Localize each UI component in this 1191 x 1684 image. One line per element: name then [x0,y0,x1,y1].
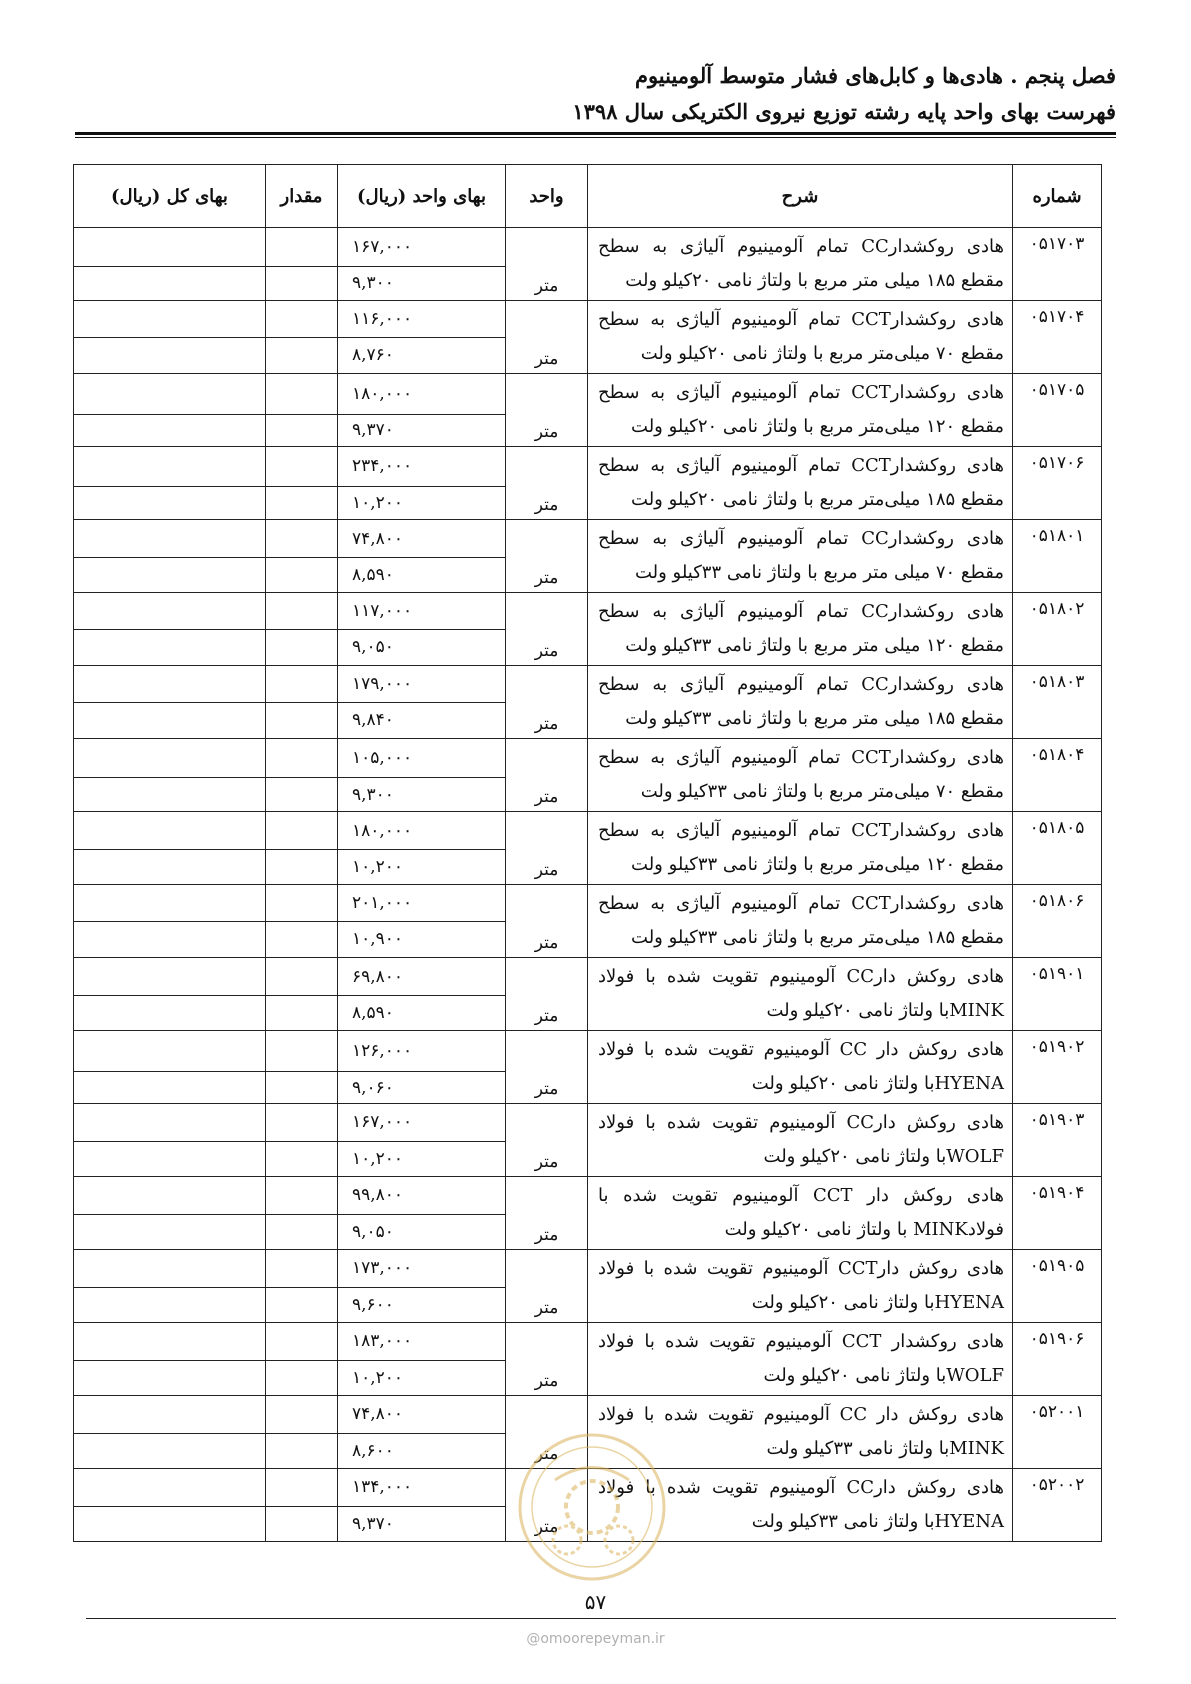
item-description [588,301,1013,374]
table-row [74,1104,1102,1142]
total-price-cell [74,778,266,812]
item-description-line2: مقطع ۷۰ میلی‌متر مربع با ولتاژ نامی ۳۳کیلو ولت [640,781,1004,802]
quantity-cell [266,337,338,374]
item-code: ۰۵۱۹۰۳ [1013,1104,1102,1177]
column-header-total-price: بهای کل (ریال) [74,165,266,228]
table-row [74,1323,1102,1361]
website-watermark: @omoorepeyman.ir [526,1631,665,1647]
total-price-cell [74,1469,266,1507]
item-description-line1: هادی روکش دارCCT آلومینیوم تقویت شده با فولاد [598,1258,1005,1279]
quantity-cell [266,666,338,703]
quantity-cell [266,812,338,850]
total-price-cell [74,666,266,703]
item-description-line2: مقطع ۱۸۵ میلی‌متر مربع با ولتاژ نامی ۳۳کیلو ولت [631,927,1004,948]
item-description-line2: مقطع ۱۲۰ میلی‌متر مربع با ولتاژ نامی ۲۰کیلو ولت [631,416,1004,437]
page-number: ۵۷ [584,1590,607,1614]
item-description-line2: مقطع ۱۸۵ میلی‌متر مربع با ولتاژ نامی ۲۰کیلو ولت [631,489,1004,510]
quantity-cell [266,850,338,885]
table-row [74,666,1102,703]
total-price-cell [74,1031,266,1072]
table-row [74,374,1102,415]
item-description-line2: مقطع ۱۲۰ میلی متر مربع با ولتاژ نامی ۳۳کیلو ولت [625,635,1004,656]
item-description-line2: فولادMINK با ولتاژ نامی ۲۰کیلو ولت [724,1219,1004,1240]
item-code: ۰۵۱۷۰۵ [1013,374,1102,447]
item-code: ۰۵۱۸۰۵ [1013,812,1102,885]
quantity-cell [266,1469,338,1507]
total-price-cell [74,447,266,487]
item-description [588,1250,1013,1323]
quantity-cell [266,1141,338,1176]
item-description [588,1323,1013,1396]
unit-price-cell: ۹,۳۰۰ [338,778,506,812]
total-price-cell [74,1141,266,1176]
item-description-line1: هادی روکشدارCCT تمام آلومینیوم آلیاژی به سطح [598,309,1004,330]
total-price-cell [74,1396,266,1434]
table-row [74,1396,1102,1434]
header-rule-thick [75,132,1116,135]
quantity-cell [266,1287,338,1322]
item-description-line1: هادی روکشدارCC تمام آلومینیوم آلیاژی به سطح [598,601,1004,622]
table-row [74,447,1102,487]
item-description-line2: مقطع ۷۰ میلی‌متر مربع با ولتاژ نامی ۲۰کیلو ولت [640,343,1004,364]
item-description [588,1177,1013,1250]
item-unit: متر [506,447,588,520]
item-description [588,1104,1013,1177]
unit-price-cell: ۸,۷۶۰ [338,337,506,374]
item-description-line1: هادی روکشدار CCT آلومینیوم تقویت شده با فولاد [598,1331,1004,1352]
unit-price-cell: ۱۲۶,۰۰۰ [338,1031,506,1072]
item-description-line1: هادی روکشدارCCT تمام آلومینیوم آلیاژی به سطح [598,893,1004,914]
unit-price-cell: ۱۱۷,۰۰۰ [338,593,506,630]
column-header-description: شرح [588,165,1013,228]
item-unit: متر [506,1396,588,1469]
quantity-cell [266,629,338,666]
total-price-cell [74,414,266,446]
quantity-cell [266,374,338,415]
quantity-cell [266,593,338,630]
item-code: ۰۵۱۸۰۱ [1013,520,1102,593]
total-price-cell [74,301,266,338]
item-description [588,1469,1013,1542]
item-description-line2: MINKبا ولتاژ نامی ۳۳کیلو ولت [766,1438,1004,1459]
item-code: ۰۵۱۹۰۱ [1013,958,1102,1031]
unit-price-cell: ۱۰۵,۰۰۰ [338,739,506,778]
item-description [588,1396,1013,1469]
table-row [74,1031,1102,1072]
unit-price-cell: ۱۷۳,۰۰۰ [338,1250,506,1288]
item-description-line1: هادی روکش دار CC آلومینیوم تقویت شده با فولاد [598,1039,1004,1060]
total-price-cell [74,1072,266,1104]
item-code: ۰۵۱۹۰۵ [1013,1250,1102,1323]
quantity-cell [266,1177,338,1215]
total-price-cell [74,885,266,922]
item-description-line1: هادی روکش دارCC آلومینیوم تقویت شده با فولاد [598,1477,1004,1498]
item-description-line2: WOLFبا ولتاژ نامی ۲۰کیلو ولت [763,1146,1004,1167]
column-header-unit: واحد [506,165,588,228]
item-code: ۰۵۱۹۰۶ [1013,1323,1102,1396]
total-price-cell [74,996,266,1031]
quantity-cell [266,447,338,487]
header-rule-thin [75,137,1116,138]
table-header-row [74,165,1102,228]
item-unit: متر [506,739,588,812]
item-unit: متر [506,958,588,1031]
quantity-cell [266,996,338,1031]
item-description-line2: مقطع ۷۰ میلی متر مربع با ولتاژ نامی ۳۳کیلو ولت [634,562,1004,583]
item-description-line1: هادی روکش دار CCT آلومینیوم تقویت شده با [598,1185,1004,1206]
item-description [588,228,1013,301]
table-row [74,1177,1102,1215]
total-price-cell [74,593,266,630]
item-unit: متر [506,1250,588,1323]
total-price-cell [74,266,266,300]
item-description-line2: مقطع ۱۸۵ میلی متر مربع با ولتاژ نامی ۳۳کیلو ولت [625,708,1004,729]
table-body [74,228,1102,1542]
table-row [74,958,1102,996]
total-price-cell [74,1287,266,1322]
total-price-cell [74,1104,266,1142]
item-description-line1: هادی روکش دارCC آلومینیوم تقویت شده با فولاد [598,966,1004,987]
item-unit: متر [506,593,588,666]
quantity-cell [266,1072,338,1104]
quantity-cell [266,301,338,338]
item-description-line2: HYENAبا ولتاژ نامی ۳۳کیلو ولت [751,1511,1004,1532]
item-unit: متر [506,812,588,885]
table-row [74,739,1102,778]
quantity-cell [266,958,338,996]
item-code: ۰۵۱۹۰۲ [1013,1031,1102,1104]
item-description [588,739,1013,812]
item-unit: متر [506,228,588,301]
unit-price-cell: ۶۹,۸۰۰ [338,958,506,996]
item-description-line1: هادی روکش دارCC آلومینیوم تقویت شده با فولاد [598,1112,1004,1133]
quantity-cell [266,1506,338,1541]
quantity-cell [266,1396,338,1434]
column-header-code: شماره [1013,165,1102,228]
quantity-cell [266,558,338,593]
item-unit: متر [506,1469,588,1542]
item-code: ۰۵۱۸۰۳ [1013,666,1102,739]
unit-price-cell: ۲۰۱,۰۰۰ [338,885,506,922]
column-header-quantity: مقدار [266,165,338,228]
quantity-cell [266,1104,338,1142]
table-row [74,593,1102,630]
item-description-line2: مقطع ۱۸۵ میلی متر مربع با ولتاژ نامی ۲۰کیلو ولت [625,270,1004,291]
unit-price-cell: ۹,۰۶۰ [338,1072,506,1104]
item-code: ۰۵۱۷۰۴ [1013,301,1102,374]
unit-price-cell: ۹,۶۰۰ [338,1287,506,1322]
unit-price-cell: ۱۶۷,۰۰۰ [338,228,506,267]
item-unit: متر [506,374,588,447]
page-header [76,58,1116,130]
item-description [588,958,1013,1031]
quantity-cell [266,1360,338,1395]
total-price-cell [74,520,266,558]
total-price-cell [74,1360,266,1395]
unit-price-cell: ۱۳۴,۰۰۰ [338,1469,506,1507]
unit-price-cell: ۸,۵۹۰ [338,558,506,593]
total-price-cell [74,374,266,415]
item-unit: متر [506,1031,588,1104]
item-code: ۰۵۱۸۰۶ [1013,885,1102,958]
quantity-cell [266,228,338,267]
item-unit: متر [506,301,588,374]
unit-price-cell: ۱۷۹,۰۰۰ [338,666,506,703]
total-price-cell [74,921,266,958]
quantity-cell [266,486,338,519]
item-description-line2: HYENAبا ولتاژ نامی ۲۰کیلو ولت [751,1073,1004,1094]
item-unit: متر [506,1177,588,1250]
quantity-cell [266,1250,338,1288]
unit-price-cell: ۱۸۰,۰۰۰ [338,812,506,850]
item-code: ۰۵۲۰۰۲ [1013,1469,1102,1542]
unit-price-cell: ۲۳۴,۰۰۰ [338,447,506,487]
column-header-unit-price: بهای واحد (ریال) [338,165,506,228]
total-price-cell [74,337,266,374]
total-price-cell [74,486,266,519]
quantity-cell [266,739,338,778]
item-unit: متر [506,1104,588,1177]
total-price-cell [74,1177,266,1215]
item-description-line1: هادی روکشدارCCT تمام آلومینیوم آلیاژی به سطح [598,820,1004,841]
quantity-cell [266,1031,338,1072]
quantity-cell [266,520,338,558]
item-description-line1: هادی روکشدارCCT تمام آلومینیوم آلیاژی به سطح [598,747,1004,768]
total-price-cell [74,812,266,850]
quantity-cell [266,921,338,958]
item-code: ۰۵۱۷۰۳ [1013,228,1102,301]
quantity-cell [266,778,338,812]
unit-price-cell: ۹,۳۷۰ [338,414,506,446]
total-price-cell [74,850,266,885]
table-row [74,228,1102,267]
total-price-cell [74,629,266,666]
total-price-cell [74,1323,266,1361]
unit-price-cell: ۸,۶۰۰ [338,1433,506,1468]
unit-price-cell: ۹۹,۸۰۰ [338,1177,506,1215]
item-code: ۰۵۱۹۰۴ [1013,1177,1102,1250]
item-description [588,812,1013,885]
unit-price-cell: ۱۰,۲۰۰ [338,850,506,885]
unit-price-cell: ۱۶۷,۰۰۰ [338,1104,506,1142]
unit-price-cell: ۷۴,۸۰۰ [338,1396,506,1434]
item-description-line1: هادی روکشدارCC تمام آلومینیوم آلیاژی به سطح [598,236,1004,257]
table-row [74,812,1102,850]
total-price-cell [74,702,266,739]
price-table [73,164,1102,1542]
unit-price-cell: ۹,۳۷۰ [338,1506,506,1541]
item-description-line1: هادی روکش دار CC آلومینیوم تقویت شده با فولاد [598,1404,1004,1425]
item-description-line1: هادی روکشدارCCT تمام آلومینیوم آلیاژی به سطح [598,455,1004,476]
unit-price-cell: ۹,۳۰۰ [338,266,506,300]
unit-price-cell: ۱۰,۲۰۰ [338,1141,506,1176]
item-description [588,593,1013,666]
quantity-cell [266,266,338,300]
total-price-cell [74,1250,266,1288]
item-code: ۰۵۲۰۰۱ [1013,1396,1102,1469]
quantity-cell [266,885,338,922]
total-price-cell [74,558,266,593]
item-description [588,520,1013,593]
table-row [74,885,1102,922]
item-code: ۰۵۱۸۰۲ [1013,593,1102,666]
quantity-cell [266,1433,338,1468]
footer-rule [86,1618,1116,1619]
item-description [588,885,1013,958]
item-code: ۰۵۱۷۰۶ [1013,447,1102,520]
total-price-cell [74,228,266,267]
item-unit: متر [506,666,588,739]
item-description-line2: مقطع ۱۲۰ میلی‌متر مربع با ولتاژ نامی ۳۳کیلو ولت [631,854,1004,875]
total-price-cell [74,1433,266,1468]
unit-price-cell: ۱۰,۲۰۰ [338,486,506,519]
total-price-cell [74,1506,266,1541]
item-description [588,374,1013,447]
item-unit: متر [506,885,588,958]
unit-price-cell: ۱۸۰,۰۰۰ [338,374,506,415]
table-row [74,1469,1102,1507]
unit-price-cell: ۹,۸۴۰ [338,702,506,739]
table-row [74,1250,1102,1288]
item-description-line1: هادی روکشدارCC تمام آلومینیوم آلیاژی به سطح [598,528,1004,549]
quantity-cell [266,1214,338,1249]
unit-price-cell: ۹,۰۵۰ [338,1214,506,1249]
unit-price-cell: ۱۱۶,۰۰۰ [338,301,506,338]
item-description-line2: MINKبا ولتاژ نامی ۲۰کیلو ولت [766,1000,1004,1021]
item-description-line1: هادی روکشدارCCT تمام آلومینیوم آلیاژی به سطح [598,382,1004,403]
unit-price-cell: ۱۸۳,۰۰۰ [338,1323,506,1361]
chapter-title: فصل پنجم . هادی‌ها و کابل‌های فشار متوسط آلومینیوم [634,63,1116,88]
item-description [588,1031,1013,1104]
total-price-cell [74,958,266,996]
price-list-subtitle: فهرست بهای واحد پایه رشته توزیع نیروی الکتریکی سال ۱۳۹۸ [572,99,1116,124]
item-description [588,447,1013,520]
unit-price-cell: ۹,۰۵۰ [338,629,506,666]
quantity-cell [266,702,338,739]
total-price-cell [74,1214,266,1249]
item-description-line2: HYENAبا ولتاژ نامی ۲۰کیلو ولت [751,1292,1004,1313]
unit-price-cell: ۸,۵۹۰ [338,996,506,1031]
unit-price-cell: ۱۰,۹۰۰ [338,921,506,958]
total-price-cell [74,739,266,778]
item-description [588,666,1013,739]
unit-price-cell: ۱۰,۲۰۰ [338,1360,506,1395]
table-row [74,520,1102,558]
table-row [74,301,1102,338]
item-code: ۰۵۱۸۰۴ [1013,739,1102,812]
item-unit: متر [506,1323,588,1396]
item-description-line2: WOLFبا ولتاژ نامی ۲۰کیلو ولت [763,1365,1004,1386]
quantity-cell [266,1323,338,1361]
item-description-line1: هادی روکشدارCC تمام آلومینیوم آلیاژی به سطح [598,674,1004,695]
unit-price-cell: ۷۴,۸۰۰ [338,520,506,558]
quantity-cell [266,414,338,446]
item-unit: متر [506,520,588,593]
